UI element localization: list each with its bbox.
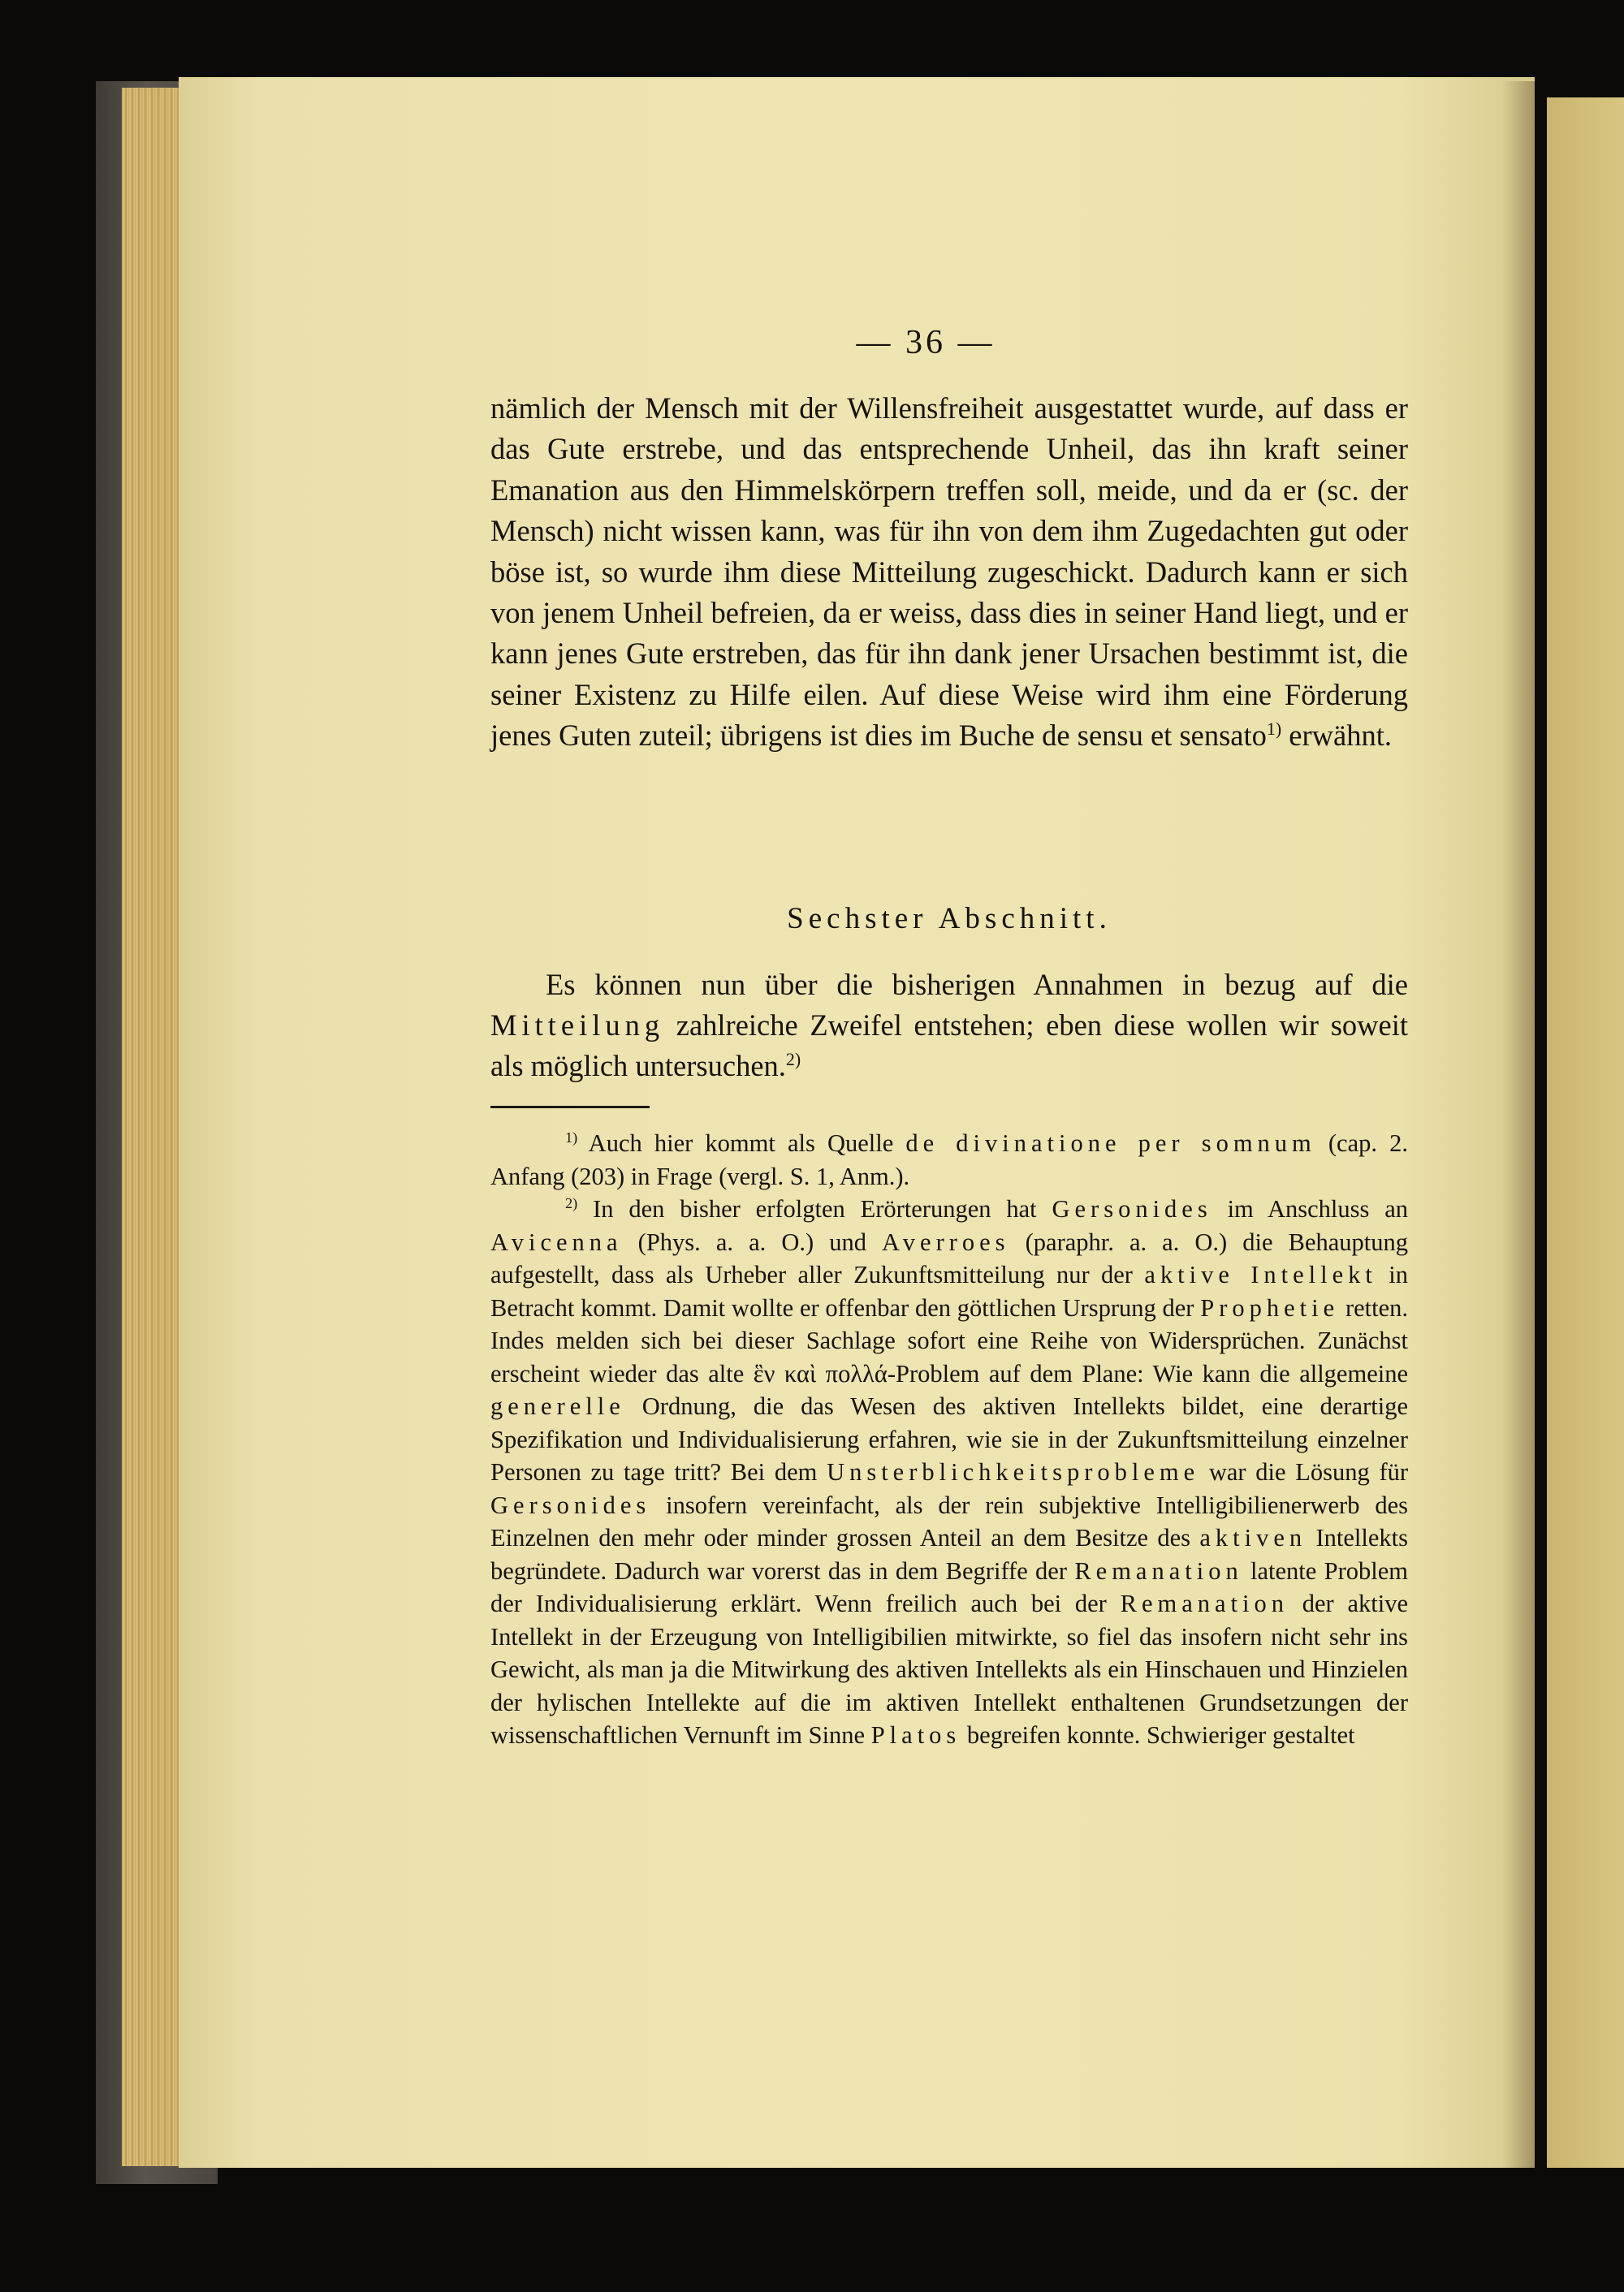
fn1-spaced: de divinatione per somnum <box>905 1129 1316 1157</box>
fn2-text: in Betracht kommt. Damit wollte er offenbar den göttlichen Ursprung der <box>490 1261 1408 1322</box>
footnote-1 <box>490 1127 1408 1193</box>
fn2-text: insofern vereinfacht, als der rein subjektive Intelligibilienerwerb des Einzelnen den mehr oder minder grossen Anteil an dem Besitze des <box>490 1491 1408 1552</box>
fn1-text: (cap. 2. Anfang (203) in Frage (vergl. S. 1, Anm.). <box>490 1129 1408 1190</box>
footnote-1-marker: 1) <box>565 1129 578 1146</box>
footnote-2-marker: 2) <box>565 1194 578 1211</box>
fn2-text: retten. Indes melden sich bei dieser Sachlage sofort eine Reihe von Widersprüchen. Zunächst erscheint wieder das alte ἓν καὶ πολλά-Problem auf dem Plane: Wie kann die allgemeine <box>490 1293 1408 1388</box>
fn2-text: begreifen konnte. Schwieriger gestaltet <box>961 1721 1355 1749</box>
para2-spaced: Mitteilung <box>490 1008 665 1042</box>
para2-start: Es können nun über die bisherigen Annahmen in bezug auf die <box>546 968 1408 1001</box>
main-text-end: erwähnt. <box>1281 719 1392 753</box>
fn2-spaced: aktive Intellekt <box>1144 1261 1377 1288</box>
fn2-spaced: generelle <box>490 1392 625 1420</box>
fn2-spaced: aktiven <box>1199 1524 1307 1552</box>
fn2-spaced: Platos <box>870 1721 961 1749</box>
footnote-ref-2: 2) <box>785 1048 801 1069</box>
fn2-spaced: Remanation <box>1074 1556 1243 1585</box>
fn1-text: Auch hier kommt als Quelle <box>577 1129 906 1157</box>
fn2-spaced: Prophetie <box>1200 1293 1340 1322</box>
fn2-text: im Anschluss an <box>1212 1195 1408 1223</box>
fn2-spaced: Unsterblichkeitsprobleme <box>827 1458 1200 1486</box>
page-gutter-shadow <box>1502 81 1535 2168</box>
main-text: nämlich der Mensch mit der Willensfreiheit ausgestattet wurde, auf dass er das Gute erstrebe, und das entsprechende Unheil, das ihn kraft seiner Emanation aus den Himmelskörpern treffen soll, meide, und da er (sc. der Mensch) nicht wissen kann, was für ihn von dem ihm Zugedachten gut oder böse ist, so wurde ihm diese Mitteilung zugeschickt. Dadurch kann er sich von jenem Unheil befreien, da er weiss, dass dies in seiner Hand liegt, und er kann jenes Gute erstreben, das für ihn dank jener Ursachen bestimmt ist, die seiner Existenz zu Hilfe eilen. Auf diese Weise wird ihm eine Förderung jenes Guten zuteil; übrigens ist dies im Buche de sensu et sensato <box>490 391 1408 753</box>
fn2-spaced: Remanation <box>1120 1590 1289 1617</box>
facing-page-edge <box>1547 97 1624 2168</box>
fn2-spaced: Averroes <box>882 1228 1010 1256</box>
footnotes <box>490 1127 1408 1752</box>
fn2-text: (paraphr. a. a. O.) die Behauptung aufgestellt, dass als Urheber aller Zukunftsmitteilung nur der <box>490 1228 1408 1288</box>
page-stack-edge <box>122 88 187 2166</box>
fn2-text: der aktive Intellekt in der Erzeugung von Intelligibilien mitwirkte, so fiel das insofern nicht sehr ins Gewicht, als man ja die Mitwirkung des aktiven Intellekts als ein Hinschauen und Hinzielen der hylischen Intellekte auf die im aktiven Intellekt enthaltenen Grundsetzungen der wissenschaftlichen Vernunft im Sinne <box>490 1590 1409 1749</box>
footnote-2 <box>490 1193 1408 1752</box>
fn2-text: latente Problem der Individualisierung erklärt. Wenn freilich auch bei der <box>490 1556 1408 1617</box>
fn2-text: In den bisher erfolgten Erörterungen hat <box>577 1195 1052 1223</box>
fn2-spaced: Avicenna <box>490 1228 623 1256</box>
fn2-text: Intellekts begründete. Dadurch war vorerst das in dem Begriffe der <box>490 1524 1409 1585</box>
footnote-ref-1: 1) <box>1266 719 1282 740</box>
fn2-text: war die Lösung für <box>1199 1458 1409 1486</box>
page-number: — 36 — <box>856 324 996 361</box>
section-heading: Sechster Abschnitt. <box>787 902 1112 935</box>
fn2-text: Ordnung, die das Wesen des aktiven Intellekts bildet, eine derartige Spezifikation und Individualisierung erfahren, wie sie in der Zukunftsmitteilung einzelner Personen zu tage tritt? Bei dem <box>490 1392 1408 1486</box>
fn2-spaced: Gersonides <box>490 1491 651 1519</box>
para2-end: zahlreiche Zweifel entstehen; eben diese wollen wir soweit als möglich untersuchen. <box>490 1008 1408 1082</box>
fn2-spaced: Gersonides <box>1052 1195 1212 1223</box>
section-paragraph <box>490 965 1408 1086</box>
footnote-divider <box>490 1106 650 1108</box>
main-paragraph <box>490 388 1408 757</box>
fn2-text: (Phys. a. a. O.) und <box>622 1228 883 1256</box>
